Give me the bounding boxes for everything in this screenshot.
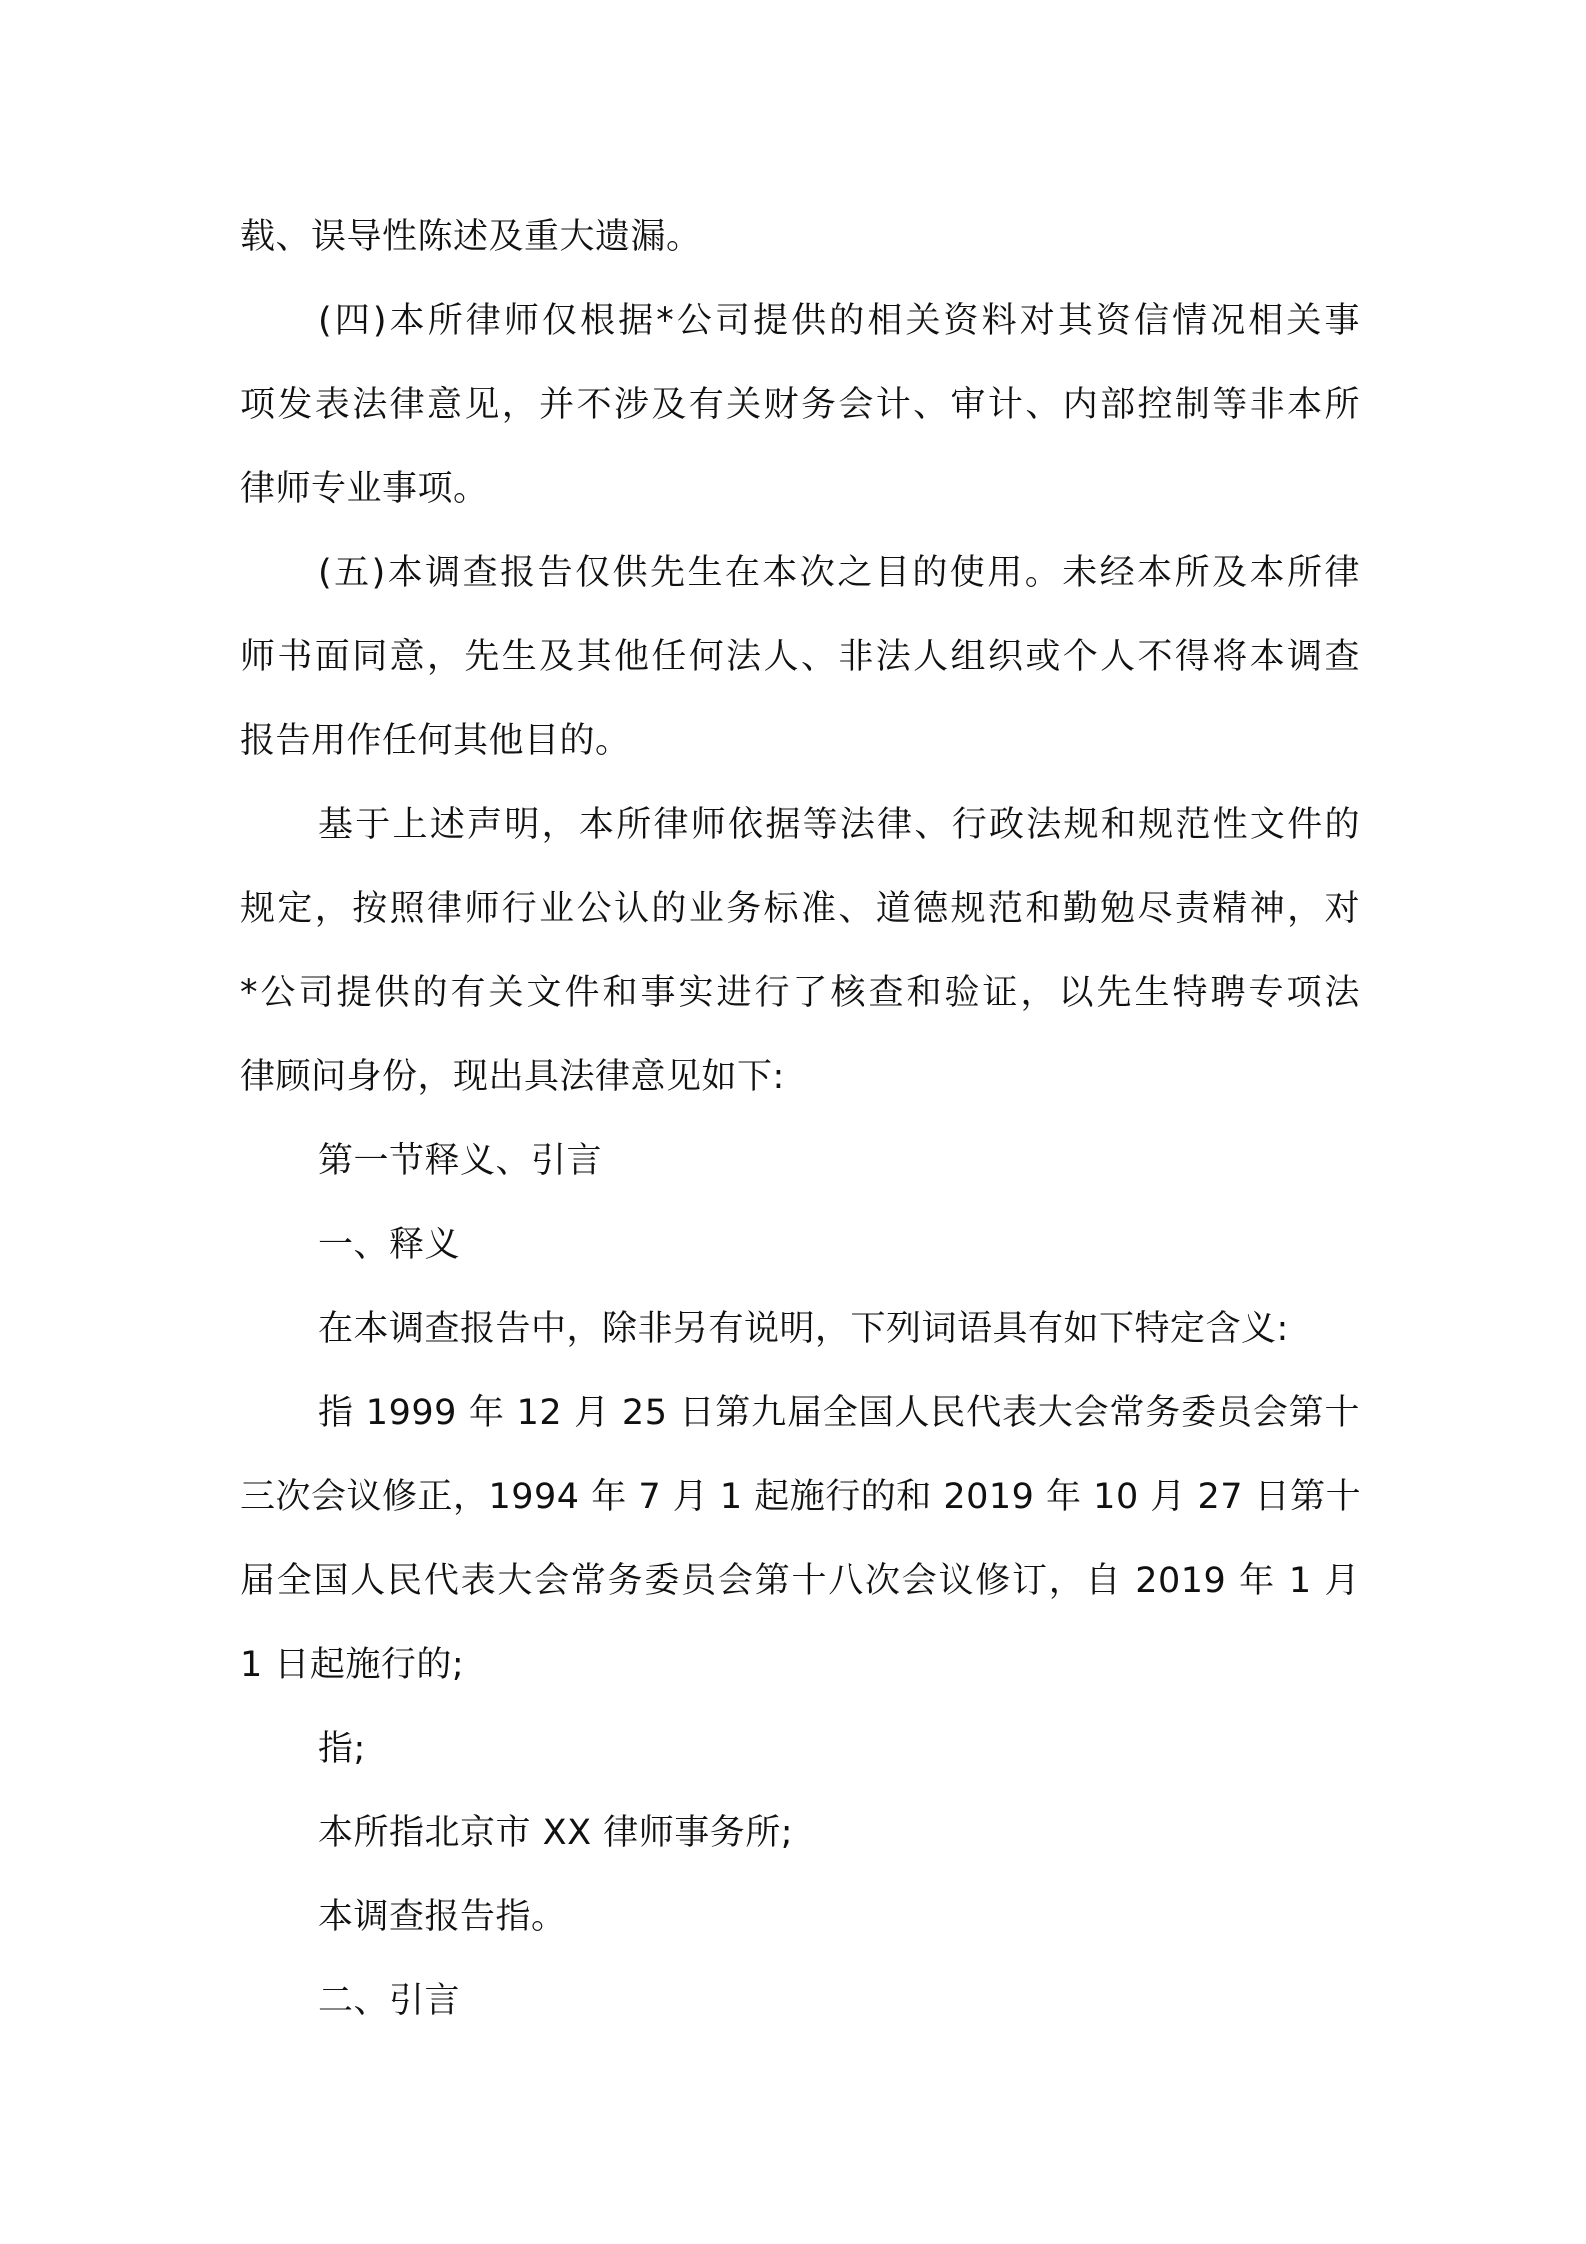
- text-line: 规定，按照律师行业公认的业务标准、道德规范和勤勉尽责精神，对: [240, 889, 1360, 929]
- text-line: 师书面同意，先生及其他任何法人、非法人组织或个人不得将本调查: [240, 637, 1360, 677]
- text-line: 指;: [318, 1729, 366, 1769]
- text-line: 一、释义: [318, 1225, 461, 1265]
- text-line: 指 1999 年 12 月 25 日第九届全国人民代表大会常务委员会第十: [318, 1393, 1360, 1433]
- text-line: 律师专业事项。: [240, 469, 489, 509]
- text-line: 本调查报告指。: [318, 1897, 567, 1937]
- text-line: 载、误导性陈述及重大遗漏。: [240, 217, 702, 257]
- text-line: 届全国人民代表大会常务委员会第十八次会议修订，自 2019 年 1 月: [240, 1561, 1360, 1601]
- text-line: 本所指北京市 XX 律师事务所;: [318, 1813, 793, 1853]
- text-line: 第一节释义、引言: [318, 1141, 603, 1181]
- text-line: 三次会议修正，1994 年 7 月 1 起施行的和 2019 年 10 月 27 日第十: [240, 1477, 1362, 1517]
- text-line: (四)本所律师仅根据*公司提供的相关资料对其资信情况相关事: [318, 301, 1360, 341]
- text-line: 项发表法律意见，并不涉及有关财务会计、审计、内部控制等非本所: [240, 385, 1360, 425]
- text-line: (五)本调查报告仅供先生在本次之目的使用。未经本所及本所律: [318, 553, 1360, 593]
- text-line: 律顾问身份，现出具法律意见如下:: [240, 1057, 785, 1097]
- text-line: 报告用作任何其他目的。: [240, 721, 631, 761]
- text-line: 基于上述声明，本所律师依据等法律、行政法规和规范性文件的: [318, 805, 1360, 845]
- text-line: 在本调查报告中，除非另有说明，下列词语具有如下特定含义:: [318, 1309, 1289, 1349]
- text-line: 二、引言: [318, 1981, 461, 2021]
- document-body: [240, 195, 1360, 2043]
- text-line: 1 日起施行的;: [240, 1645, 465, 1685]
- text-line: *公司提供的有关文件和事实进行了核查和验证，以先生特聘专项法: [240, 973, 1360, 1013]
